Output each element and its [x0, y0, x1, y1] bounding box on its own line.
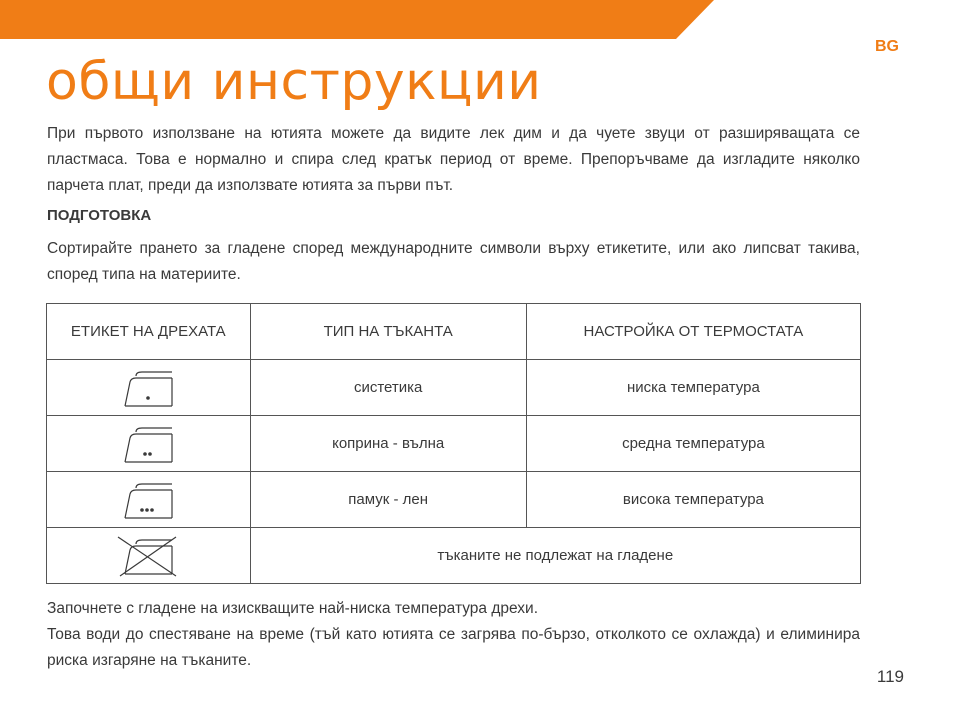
iron-one-dot-icon: [118, 368, 178, 408]
table-header-setting: НАСТРОЙКА ОТ ТЕРМОСТАТА: [526, 304, 860, 360]
table-row: [47, 416, 861, 472]
table-cell-setting: висока температура: [526, 472, 860, 528]
intro-paragraph: При първото използване на ютията можете да видите лек дим и да чуете звуци от разширяващата се пластмаса. Това е нормално и спира след кратък период от време. Препоръчваме да изгладите няколко парчета плат, преди да използвате ютията за първи път.: [47, 125, 860, 194]
table-row: [47, 360, 861, 416]
table-cell-fabric: коприна - вълна: [250, 416, 526, 472]
table-cell-fabric: систетика: [250, 360, 526, 416]
table-cell-icon: [47, 528, 251, 584]
table-cell-setting: средна температура: [526, 416, 860, 472]
table-header-fabric: ТИП НА ТЪКАНТА: [250, 304, 526, 360]
language-code: BG: [875, 38, 899, 55]
iron-crossed-icon: [116, 534, 180, 578]
ironing-guide-table: [46, 303, 861, 584]
table-cell-setting: ниска температура: [526, 360, 860, 416]
closing-line-1: Започнете с гладене на изискващите най-ниска температура дрехи.: [47, 600, 539, 617]
page-title: общи инструкции: [46, 52, 542, 112]
iron-three-dots-icon: [118, 480, 178, 520]
preparation-paragraph: Сортирайте прането за гладене според международните символи върху етикетите, или ако липсват такива, според типа на материите.: [47, 240, 860, 283]
table-cell-note: тъканите не подлежат на гладене: [250, 528, 860, 584]
table-cell-icon: [47, 472, 251, 528]
closing-line-2: Това води до спестяване на време (тъй като ютията се загрява по-бързо, отколкото се охлажда) и елиминира риска изгаряне на тъканите.: [47, 626, 860, 669]
iron-two-dots-icon: [118, 424, 178, 464]
table-cell-icon: [47, 416, 251, 472]
page-number: 119: [876, 667, 904, 686]
table-cell-fabric: памук - лен: [250, 472, 526, 528]
table-row: [47, 472, 861, 528]
table-header-row: [47, 304, 861, 360]
table-row: [47, 528, 861, 584]
section-heading-preparation: ПОДГОТОВКА: [47, 207, 152, 224]
header-accent-bar: [0, 0, 714, 39]
closing-paragraph: [47, 596, 860, 674]
table-header-label: ЕТИКЕТ НА ДРЕХАТА: [47, 304, 251, 360]
table-cell-icon: [47, 360, 251, 416]
